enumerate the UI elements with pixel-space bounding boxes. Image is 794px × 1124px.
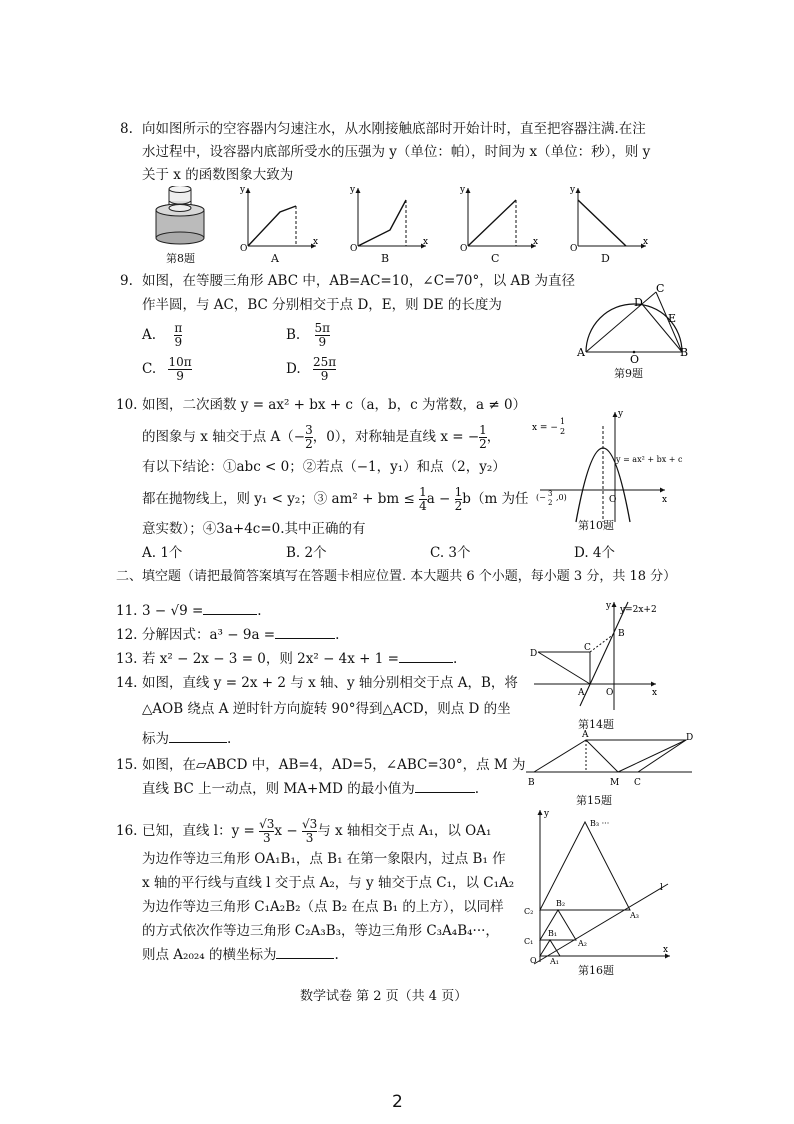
svg-text:y: y <box>606 601 612 611</box>
svg-text:O: O <box>609 495 617 505</box>
q9-option-d-label: D. <box>286 361 301 377</box>
svg-text:A: A <box>578 688 585 698</box>
q15-text-line2-label: 直线 BC 上一动点，则 MA+MD 的最小值为 <box>142 781 415 797</box>
svg-text:y: y <box>618 409 624 419</box>
q10-fig-curve-label: y = ax² + bx + c <box>616 455 683 464</box>
svg-text:A: A <box>582 730 589 740</box>
svg-text:y: y <box>350 185 356 195</box>
q11-answer-blank[interactable] <box>203 600 257 615</box>
svg-text:O: O <box>570 244 578 252</box>
q16-text-line3: x 轴的平行线与直线 l 交于点 A₂，与 y 轴交于点 C₁，以 C₁A₂ <box>142 875 515 891</box>
q9-fig-label-b: B <box>680 346 689 359</box>
q9-option-c-num: 10π <box>168 355 192 369</box>
q11-number: 11. <box>116 603 138 619</box>
svg-text:l: l <box>660 883 663 893</box>
q16-text-line6-label: 则点 A₂₀₂₄ 的横坐标为 <box>142 947 277 963</box>
q16-text-line1a: 已知，直线 l：y = <box>142 823 255 839</box>
svg-text:B₃ ···: B₃ ··· <box>590 819 610 828</box>
svg-text:O: O <box>240 244 248 252</box>
q9-fig-label-d: D <box>634 296 643 309</box>
q16-figure-caption: 第16题 <box>578 964 614 977</box>
q10-fig-point-frac-num: 3 <box>548 490 553 498</box>
svg-text:x: x <box>533 237 539 247</box>
q16-number: 16. <box>116 823 138 839</box>
q9-option-a-den: 9 <box>174 335 183 349</box>
svg-text:O: O <box>530 956 537 965</box>
q9-option-d-num: 25π <box>312 355 337 369</box>
q16-figure <box>520 806 680 966</box>
svg-text:y: y <box>570 185 576 195</box>
q11-text: 3 − √9 = . <box>142 600 262 622</box>
q9-fig-label-c: C <box>656 282 665 295</box>
q14-figure-caption: 第14题 <box>578 718 614 731</box>
q10-figure-caption: 第10题 <box>578 519 614 532</box>
q8-option-a: A <box>271 252 279 265</box>
page-number: 2 <box>392 1092 403 1112</box>
q8-option-b: B <box>381 252 390 265</box>
q15-figure <box>522 728 698 790</box>
q9-fig-label-o: O <box>630 353 640 366</box>
q10-text-line2 <box>142 424 500 451</box>
q9-option-b-den: 9 <box>315 335 331 349</box>
q16-text-line1c: 与 x 轴相交于点 A₁，以 OA₁ <box>317 823 492 839</box>
q9-option-c-label: C. <box>142 361 157 377</box>
q13-answer-blank[interactable] <box>399 648 453 663</box>
q10-text-line4b: a − <box>426 491 451 507</box>
q10-text-line4c: b（m 为任 <box>462 491 529 507</box>
q14-text-line3-label: 标为 <box>142 731 169 747</box>
svg-text:x: x <box>423 237 429 247</box>
q9-text-line1: 如图，在等腰三角形 ABC 中，AB=AC=10，∠C=70°，以 AB 为直径 <box>142 273 576 289</box>
q14-fig-line-label: y=2x+2 <box>620 605 657 615</box>
q14-text-line2: △AOB 绕点 A 逆时针方向旋转 90°得到△ACD，则点 D 的坐 <box>142 701 511 717</box>
q11-expr: 3 − √9 = <box>142 603 204 619</box>
q9-option-c-den: 9 <box>168 369 191 383</box>
q13-expr: 若 x² − 2x − 3 = 0，则 2x² − 4x + 1 = <box>142 651 399 667</box>
q10-text-line1: 如图，二次函数 y = ax² + bx + c（a，b，c 为常数，a ≠ 0） <box>142 397 527 413</box>
q16-text-line4: 为边作等边三角形 C₁A₂B₂（点 B₂ 在点 B₁ 的上方），以同样 <box>142 899 504 915</box>
q8-text-line1: 向如图所示的空容器内匀速注水，从水刚接触底部时开始计时，直至把容器注满.在注 <box>142 121 646 137</box>
q15-text-line1: 如图，在▱ABCD 中，AB=4，AD=5，∠ABC=30°，点 M 为 <box>142 757 526 773</box>
q10-frac-3-2-num: 3 <box>305 423 313 437</box>
q9-option-c[interactable] <box>142 356 192 383</box>
q10-fig-point-label2: ,0) <box>556 493 567 502</box>
q12-number: 12. <box>116 627 138 643</box>
q9-option-a-label: A. <box>142 327 157 343</box>
q9-figure-caption: 第9题 <box>614 367 643 380</box>
q16-text-line2: 为边作等边三角形 OA₁B₁，点 B₁ 在第一象限内，过点 B₁ 作 <box>142 851 506 867</box>
q16-frac2-num: √3 <box>301 817 318 831</box>
q16-frac1-den: 3 <box>259 831 274 845</box>
svg-text:M: M <box>610 778 620 788</box>
q14-answer-blank[interactable] <box>169 728 227 743</box>
svg-text:D: D <box>530 649 538 659</box>
svg-text:x: x <box>663 945 669 955</box>
q10-option-b[interactable]: B. 2个 <box>286 545 327 561</box>
svg-text:D: D <box>686 733 694 743</box>
q10-text-line5: 意实数）；④3a+4c=0.其中正确的有 <box>142 521 366 537</box>
q8-graph-a <box>236 184 320 252</box>
q9-option-a[interactable] <box>142 322 182 349</box>
q9-fig-label-a: A <box>577 346 585 359</box>
q15-answer-blank[interactable] <box>415 778 475 793</box>
q10-fig-axis-frac-num: 1 <box>560 417 566 426</box>
q12-answer-blank[interactable] <box>275 624 335 639</box>
q15-number: 15. <box>116 757 138 773</box>
q10-text-line4a: 都在抛物线上，则 y₁ < y₂；③ am² + bm ≤ <box>142 491 415 507</box>
q10-text-line3: 有以下结论：①abc < 0；②若点（−1，y₁）和点（2，y₂） <box>142 459 506 475</box>
svg-text:C₂: C₂ <box>524 907 534 916</box>
q10-fig-point-label: (− <box>536 493 546 502</box>
q10-frac-1-4-den: 4 <box>419 499 427 513</box>
svg-text:C₁: C₁ <box>524 937 534 946</box>
q10-option-d[interactable]: D. 4个 <box>574 545 616 561</box>
q8-text-line2: 水过程中，设容器内底部所受水的压强为 y（单位：帕），时间为 x（单位：秒），则 y <box>142 144 651 160</box>
q13-text: 若 x² − 2x − 3 = 0，则 2x² − 4x + 1 = . <box>142 648 457 670</box>
svg-text:x: x <box>662 495 668 505</box>
q13-number: 13. <box>116 651 138 667</box>
svg-text:y: y <box>460 185 466 195</box>
q9-figure <box>574 282 692 378</box>
q10-frac-1-2-num: 1 <box>479 423 487 437</box>
svg-text:O: O <box>460 244 468 252</box>
q8-text-line3: 关于 x 的函数图象大致为 <box>142 167 294 183</box>
q16-frac1-num: √3 <box>259 817 275 831</box>
q12-expr: 分解因式：a³ − 9a = <box>142 627 276 643</box>
svg-text:y: y <box>544 809 550 819</box>
svg-text:x: x <box>313 237 319 247</box>
q8-figure-caption: 第8题 <box>166 252 195 265</box>
q9-option-b-label: B. <box>286 327 301 343</box>
svg-text:A₁: A₁ <box>550 957 559 966</box>
q9-fig-label-e: E <box>668 312 677 325</box>
q10-text-line4 <box>142 486 529 513</box>
q8-option-d: D <box>601 252 610 265</box>
q10-text-line2c: ， <box>486 429 501 445</box>
q8-number: 8. <box>120 121 133 137</box>
q10-frac-3-2-den: 2 <box>305 437 313 451</box>
q10-frac-1-2b-num: 1 <box>454 485 463 499</box>
q10-frac-1-2b-den: 2 <box>454 499 463 513</box>
q8-graph-b <box>346 184 430 252</box>
q14-number: 14. <box>116 675 138 691</box>
q15-text-line2: 直线 BC 上一动点，则 MA+MD 的最小值为 . <box>142 778 479 800</box>
svg-text:x: x <box>643 237 649 247</box>
svg-text:O: O <box>606 688 614 698</box>
q10-number: 10. <box>116 397 138 413</box>
svg-text:A₃: A₃ <box>630 911 639 920</box>
q16-frac2-den: 3 <box>302 831 317 845</box>
q16-answer-blank[interactable] <box>276 944 334 959</box>
q12-text: 分解因式：a³ − 9a = . <box>142 624 339 646</box>
q10-frac-1-4-num: 1 <box>419 485 427 499</box>
svg-text:B₁: B₁ <box>548 929 558 938</box>
svg-text:B: B <box>528 778 535 788</box>
q16-text-line5: 的方式依次作等边三角形 C₂A₃B₃，等边三角形 C₃A₄B₄···， <box>142 923 499 939</box>
q9-option-b[interactable] <box>286 322 330 349</box>
q9-option-b-num: 5π <box>314 321 331 335</box>
svg-text:x: x <box>652 688 658 698</box>
q10-text-line2a: 的图象与 x 轴交于点 A（− <box>142 429 306 445</box>
svg-text:A₂: A₂ <box>578 939 587 948</box>
section-2-title: 二、填空题（请把最简答案填写在答题卡相应位置. 本大题共 6 个小题，每小题 3 分，共 18 分） <box>116 569 677 584</box>
svg-text:C: C <box>634 778 641 788</box>
q8-option-c: C <box>491 252 500 265</box>
svg-text:y: y <box>240 185 246 195</box>
q8-graph-c <box>456 184 540 252</box>
q8-container-figure <box>150 186 212 250</box>
q10-fig-axis-label: x = − <box>532 423 558 433</box>
q10-option-a[interactable]: A. 1个 <box>142 545 183 561</box>
svg-text:O: O <box>350 244 358 252</box>
svg-text:B: B <box>618 629 625 639</box>
page-footer: 数学试卷 第 2 页（共 4 页） <box>300 989 468 1004</box>
q10-frac-1-2-den: 2 <box>479 437 487 451</box>
q9-text-line2: 作半圆，与 AC，BC 分别相交于点 D，E，则 DE 的长度为 <box>142 297 502 313</box>
q15-figure-caption: 第15题 <box>576 794 612 807</box>
q9-option-d-den: 9 <box>313 369 336 383</box>
q16-text-line1 <box>142 818 491 845</box>
q10-fig-point-frac-den: 2 <box>548 499 553 507</box>
q8-graph-d <box>566 184 650 252</box>
q16-text-line6: 则点 A₂₀₂₄ 的横坐标为 . <box>142 944 339 966</box>
q10-figure <box>530 404 690 526</box>
q10-option-c[interactable]: C. 3个 <box>430 545 471 561</box>
svg-text:C: C <box>584 643 591 653</box>
q14-text-line1: 如图，直线 y = 2x + 2 与 x 轴、y 轴分别相交于点 A，B，将 <box>142 675 518 691</box>
q9-option-a-num: π <box>174 321 183 335</box>
q14-text-line3: 标为 . <box>142 728 231 750</box>
q9-option-d[interactable] <box>286 356 336 383</box>
q16-text-line1b: x − <box>274 823 298 839</box>
q10-text-line2b: ，0），对称轴是直线 x = − <box>312 429 480 445</box>
q10-fig-axis-frac-den: 2 <box>560 427 566 436</box>
q9-number: 9. <box>120 273 133 289</box>
q14-figure <box>528 598 668 714</box>
svg-text:B₂: B₂ <box>556 899 566 908</box>
